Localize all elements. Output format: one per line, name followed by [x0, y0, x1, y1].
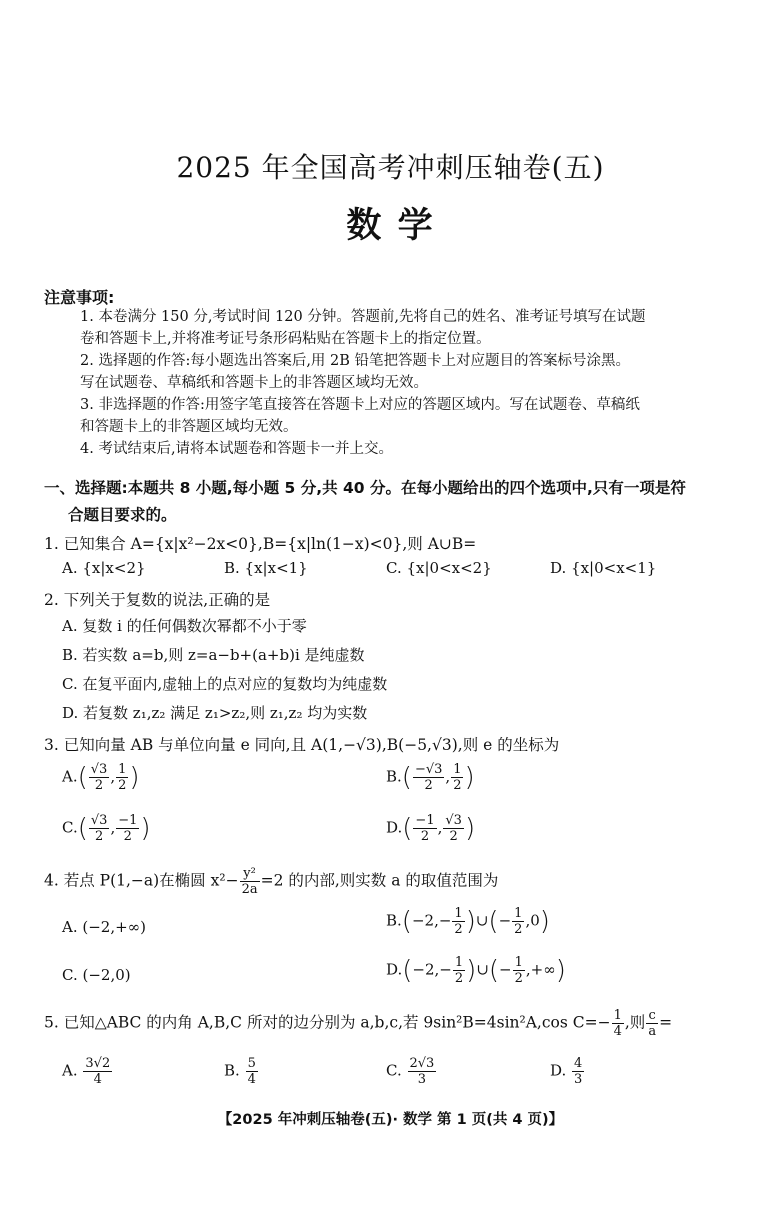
q5-stem: 5. 已知△ABC 的内角 A,B,C 所对的边分别为 a,b,c,若 9sin²B=4sin²A,cos C=− $\frac{1}{4}$ ,则 $\frac{c}{a}$ = [44, 1008, 673, 1039]
q5-option-d: D. $\frac{4}{3}$ [550, 1056, 583, 1087]
q2-option-d: D. 若复数 z₁,z₂ 满足 z₁>z₂,则 z₁,z₂ 均为实数 [62, 704, 368, 722]
q3-option-d: D.( $\frac{-1}{2}$ , $\frac{√3}{2}$ ) [386, 813, 476, 844]
q2-option-b: B. 若实数 a=b,则 z=a−b+(a+b)i 是纯虚数 [62, 646, 365, 664]
q5-option-a: A. $\frac{3√2}{4}$ [62, 1056, 111, 1087]
notice-line-7: 4. 考试结束后,请将本试题卷和答题卡一并上交。 [80, 441, 394, 457]
q2-option-a: A. 复数 i 的任何偶数次幂都不小于零 [62, 617, 307, 635]
notice-title: 注意事项: [44, 288, 115, 307]
q1-option-d: D. {x|0<x<1} [550, 559, 657, 577]
q2-option-c: C. 在复平面内,虚轴上的点对应的复数均为纯虚数 [62, 675, 388, 693]
q5-option-b: B. $\frac{5}{4}$ [224, 1056, 256, 1087]
notice-line-2: 卷和答题卡上,并将准考证号条形码粘贴在答题卡上的指定位置。 [80, 331, 491, 347]
notice-line-1: 1. 本卷满分 150 分,考试时间 120 分钟。答题前,先将自己的姓名、准考证号填写在试题 [80, 309, 646, 325]
q2-stem: 2. 下列关于复数的说法,正确的是 [44, 591, 271, 609]
q4-stem: 4. 若点 P(1,−a)在椭圆 x²− $\frac{\text{y²}}{2a}$ =2 的内部,则实数 a 的取值范围为 [44, 866, 499, 897]
q3-option-a: A.( $\frac{√3}{2}$ , $\frac{1}{2}$ ) [62, 762, 140, 793]
q4-option-d: D.(−2,− $\frac{1}{2}$ )∪(− $\frac{1}{2}$ ,+∞) [386, 955, 566, 986]
q5-option-c: C. $\frac{2√3}{3}$ [386, 1056, 435, 1087]
page-footer: 【2025 年冲刺压轴卷(五)· 数学 第 1 页(共 4 页)】 [217, 1112, 564, 1128]
q3-option-c: C.( $\frac{√3}{2}$ , $\frac{-1}{2}$ ) [62, 813, 151, 844]
notice-line-5: 3. 非选择题的作答:用签字笔直接答在答题卡上对应的答题区域内。写在试题卷、草稿纸 [80, 397, 640, 413]
q1-option-b: B. {x|x<1} [224, 559, 308, 577]
q1-stem: 1. 已知集合 A={x|x²−2x<0},B={x|ln(1−x)<0},则 A∪B= [44, 535, 477, 553]
notice-line-6: 和答题卡上的非答题区域均无效。 [80, 419, 298, 435]
q3-option-b: B.( $\frac{-√3}{2}$ , $\frac{1}{2}$ ) [386, 762, 475, 793]
q4-option-a: A. (−2,+∞) [62, 918, 147, 936]
notice-line-3: 2. 选择题的作答:每小题选出答案后,用 2B 铅笔把答题卡上对应题目的答案标号涂黑。 [80, 353, 631, 369]
section-heading-line-1: 一、选择题:本题共 8 小题,每小题 5 分,共 40 分。在每小题给出的四个选项中,只有一项是符 [44, 479, 686, 497]
q1-option-a: A. {x|x<2} [62, 559, 146, 577]
exam-title: 2025 年全国高考冲刺压轴卷(五) [176, 151, 605, 184]
q1-option-c: C. {x|0<x<2} [386, 559, 492, 577]
q4-option-b: B.(−2,− $\frac{1}{2}$ )∪(− $\frac{1}{2}$ ,0) [386, 906, 550, 937]
section-heading-line-2: 合题目要求的。 [68, 506, 177, 524]
subject-title: 数 学 [346, 205, 435, 246]
notice-line-4: 写在试题卷、草稿纸和答题卡上的非答题区域均无效。 [80, 375, 428, 391]
q3-stem: 3. 已知向量 AB 与单位向量 e 同向,且 A(1,−√3),B(−5,√3),则 e 的坐标为 [44, 736, 560, 754]
q4-option-c: C. (−2,0) [62, 966, 131, 984]
